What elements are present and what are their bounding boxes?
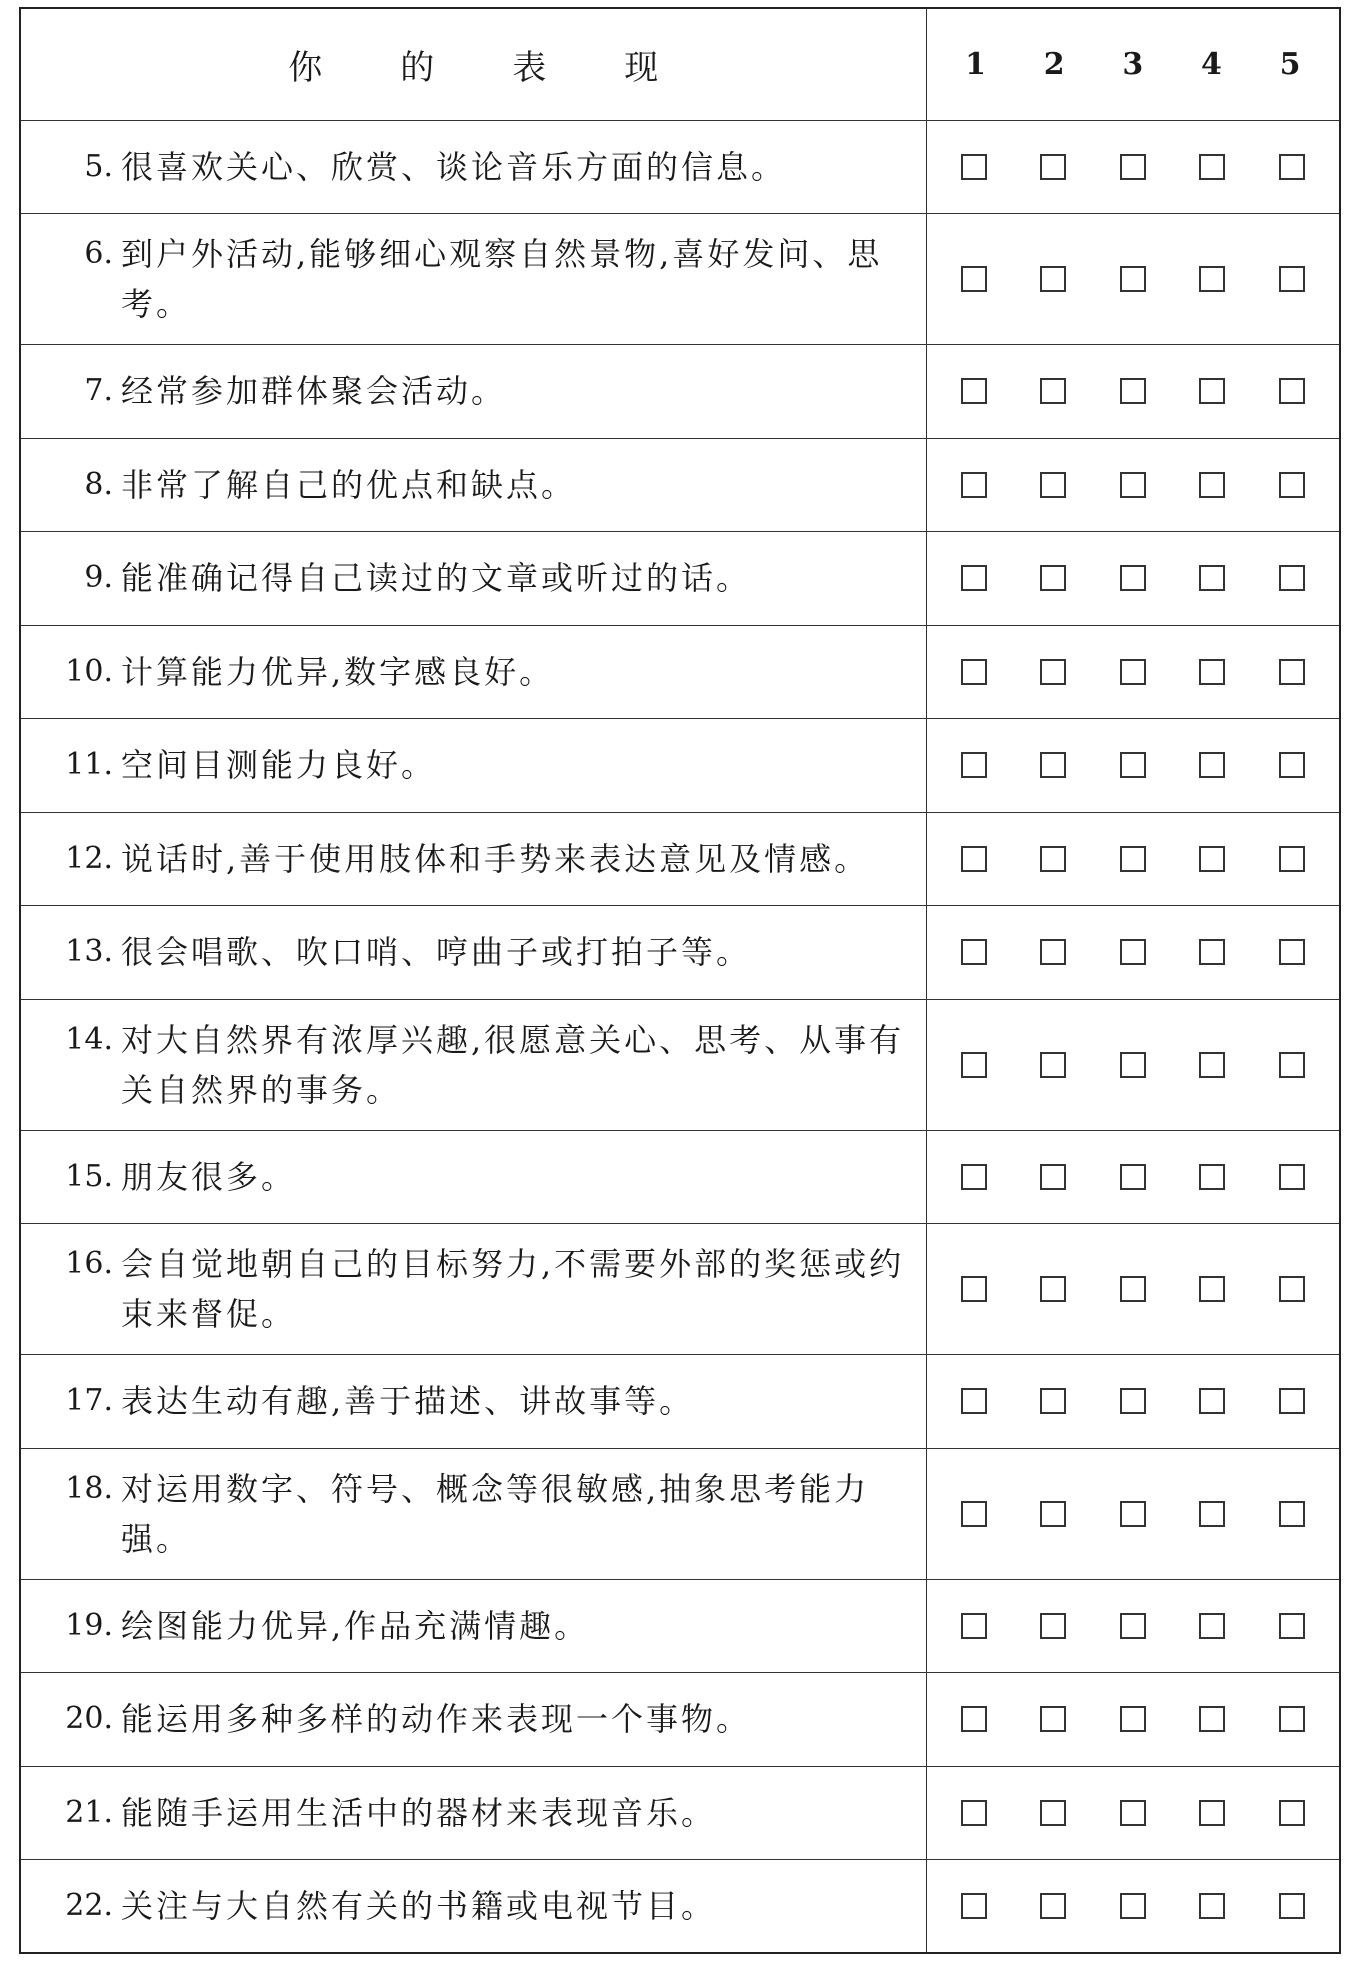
rating-checkbox-2[interactable] [1040,1501,1066,1527]
table-row [20,532,1340,626]
rating-checkbox-1[interactable] [961,1388,987,1414]
rating-checkbox-3[interactable] [1120,1613,1146,1639]
rating-cell [926,345,1340,439]
item-number: 22. [65,1888,113,1923]
statement-cell [20,906,926,1000]
rating-checkbox-2[interactable] [1040,1706,1066,1732]
statement-cell [20,1355,926,1449]
rating-checkbox-1[interactable] [961,1613,987,1639]
item-statement: 表达生动有趣,善于描述、讲故事等。 [121,1382,695,1421]
rating-checkbox-2[interactable] [1040,266,1066,292]
rating-checkbox-2[interactable] [1040,472,1066,498]
rating-checkbox-3[interactable] [1120,154,1146,180]
self-assessment-table [19,7,1341,1954]
scale-number-4: 4 [1200,46,1222,82]
rating-cell [926,1130,1340,1224]
rating-cell [926,532,1340,626]
table-row [20,625,1340,719]
rating-checkbox-4[interactable] [1199,472,1225,498]
item-number: 16. [65,1246,113,1281]
statement-cell [20,999,926,1130]
rating-checkbox-2[interactable] [1040,154,1066,180]
rating-cell [926,438,1340,532]
statement-cell [20,1673,926,1767]
rating-checkbox-4[interactable] [1199,1706,1225,1732]
rating-checkbox-2[interactable] [1040,1893,1066,1919]
rating-checkbox-5[interactable] [1279,659,1305,685]
rating-cell [926,214,1340,345]
rating-checkbox-3[interactable] [1120,1052,1146,1078]
rating-cell [926,1673,1340,1767]
item-number: 20. [65,1701,113,1737]
rating-checkbox-5[interactable] [1279,565,1305,591]
item-statement: 朋友很多。 [121,1157,297,1196]
statement-cell [20,438,926,532]
rating-checkbox-5[interactable] [1279,752,1305,778]
rating-checkbox-1[interactable] [961,1276,987,1302]
rating-checkbox-1[interactable] [961,1706,987,1732]
rating-checkbox-2[interactable] [1040,1276,1066,1302]
rating-cell [926,1766,1340,1860]
rating-checkbox-1[interactable] [961,1052,987,1078]
scale-number-3: 3 [1122,46,1144,82]
rating-cell [926,625,1340,719]
rating-checkbox-3[interactable] [1120,1388,1146,1414]
item-statement: 会自觉地朝自己的目标努力,不需要外部的奖惩或约束来督促。 [121,1245,905,1333]
table-row [20,345,1340,439]
rating-checkbox-5[interactable] [1279,378,1305,404]
rating-checkbox-4[interactable] [1199,1276,1225,1302]
rating-checkbox-3[interactable] [1120,1893,1146,1919]
rating-checkbox-5[interactable] [1279,1052,1305,1078]
statement-cell [20,625,926,719]
item-number: 18. [65,1470,113,1506]
rating-checkbox-5[interactable] [1279,1800,1305,1826]
scale-number-1: 1 [965,46,986,82]
table-row [20,1673,1340,1767]
rating-checkbox-3[interactable] [1120,1706,1146,1732]
rating-checkbox-1[interactable] [961,659,987,685]
statement-cell [20,1766,926,1860]
item-statement: 能准确记得自己读过的文章或听过的话。 [121,559,752,598]
rating-checkbox-1[interactable] [961,154,987,180]
table-row [20,1448,1340,1579]
item-statement: 非常了解自己的优点和缺点。 [121,465,577,504]
item-statement: 绘图能力优异,作品充满情趣。 [121,1606,590,1645]
item-number: 13. [65,934,113,970]
rating-checkbox-2[interactable] [1040,1052,1066,1078]
table-row [20,1766,1340,1860]
item-statement: 对运用数字、符号、概念等很敏感,抽象思考能力强。 [121,1469,870,1558]
statement-cell [20,1224,926,1355]
item-number: 9. [84,560,113,596]
rating-checkbox-2[interactable] [1040,846,1066,872]
table-row [20,719,1340,813]
rating-checkbox-5[interactable] [1279,1388,1305,1414]
rating-checkbox-3[interactable] [1120,472,1146,498]
rating-checkbox-2[interactable] [1040,1388,1066,1414]
rating-checkbox-3[interactable] [1120,659,1146,685]
rating-checkbox-1[interactable] [961,1800,987,1826]
table-row [20,120,1340,214]
rating-checkbox-1[interactable] [961,266,987,292]
scale-header [926,8,1340,120]
rating-cell [926,1860,1340,1954]
rating-checkbox-4[interactable] [1199,378,1225,404]
item-number: 6. [84,236,113,271]
scale-number-2: 2 [1043,46,1065,82]
rating-checkbox-1[interactable] [961,378,987,404]
rating-cell [926,999,1340,1130]
item-statement: 关注与大自然有关的书籍或电视节目。 [121,1887,717,1925]
item-statement: 很会唱歌、吹口哨、哼曲子或打拍子等。 [121,933,752,972]
rating-cell [926,1448,1340,1579]
rating-checkbox-4[interactable] [1199,1800,1225,1826]
rating-checkbox-5[interactable] [1279,1276,1305,1302]
rating-checkbox-3[interactable] [1120,1164,1146,1190]
rating-cell [926,1224,1340,1355]
rating-checkbox-5[interactable] [1279,266,1305,292]
rating-checkbox-1[interactable] [961,939,987,965]
item-statement: 经常参加群体聚会活动。 [121,372,507,411]
rating-checkbox-2[interactable] [1040,1164,1066,1190]
rating-checkbox-3[interactable] [1120,1800,1146,1826]
rating-checkbox-4[interactable] [1199,1052,1225,1078]
rating-cell [926,719,1340,813]
item-number: 15. [65,1158,113,1194]
rating-checkbox-1[interactable] [961,1893,987,1919]
rating-checkbox-4[interactable] [1199,1501,1225,1527]
table-row [20,999,1340,1130]
rating-checkbox-1[interactable] [961,1164,987,1190]
rating-checkbox-2[interactable] [1040,939,1066,965]
rating-checkbox-2[interactable] [1040,1800,1066,1826]
rating-checkbox-4[interactable] [1199,266,1225,292]
statement-cell [20,1448,926,1579]
rating-cell [926,1355,1340,1449]
table-row [20,906,1340,1000]
item-statement: 到户外活动,能够细心观察自然景物,喜好发问、思考。 [121,235,883,323]
rating-checkbox-2[interactable] [1040,659,1066,685]
statement-cell [20,812,926,906]
rating-checkbox-3[interactable] [1120,266,1146,292]
table-row [20,1579,1340,1673]
rating-checkbox-3[interactable] [1120,846,1146,872]
statement-cell [20,1130,926,1224]
rating-checkbox-2[interactable] [1040,378,1066,404]
table-row [20,1355,1340,1449]
item-statement: 计算能力优异,数字感良好。 [121,652,555,691]
statement-cell [20,120,926,214]
rating-cell [926,812,1340,906]
statement-cell [20,719,926,813]
rating-checkbox-5[interactable] [1279,1164,1305,1190]
item-statement: 对大自然界有浓厚兴趣,很愿意关心、思考、从事有关自然界的事务。 [121,1020,905,1109]
rating-checkbox-4[interactable] [1199,846,1225,872]
table-row [20,1860,1340,1954]
scale-number-5: 5 [1279,46,1301,82]
item-statement: 空间目测能力良好。 [121,746,437,785]
item-statement: 能运用多种多样的动作来表现一个事物。 [121,1700,752,1739]
table-row [20,812,1340,906]
item-number: 19. [65,1607,113,1643]
rating-checkbox-4[interactable] [1199,1164,1225,1190]
rating-checkbox-5[interactable] [1279,846,1305,872]
rating-cell [926,906,1340,1000]
rating-checkbox-5[interactable] [1279,472,1305,498]
item-statement: 能随手运用生活中的器材来表现音乐。 [121,1793,717,1832]
statement-cell [20,1579,926,1673]
rating-checkbox-4[interactable] [1199,752,1225,778]
rating-checkbox-3[interactable] [1120,939,1146,965]
item-number: 21. [65,1794,113,1830]
item-number: 14. [65,1021,113,1057]
rating-checkbox-1[interactable] [961,565,987,591]
rating-checkbox-3[interactable] [1120,752,1146,778]
rating-checkbox-2[interactable] [1040,752,1066,778]
item-number: 10. [65,653,113,689]
statement-cell [20,1860,926,1954]
rating-checkbox-5[interactable] [1279,939,1305,965]
rating-checkbox-3[interactable] [1120,1276,1146,1302]
item-number: 11. [65,747,113,783]
rating-checkbox-4[interactable] [1199,154,1225,180]
statement-cell [20,345,926,439]
table-row [20,1130,1340,1224]
rating-checkbox-2[interactable] [1040,565,1066,591]
rating-cell [926,1579,1340,1673]
rating-checkbox-5[interactable] [1279,1706,1305,1732]
table-row [20,1224,1340,1355]
rating-checkbox-5[interactable] [1279,1613,1305,1639]
item-number: 17. [65,1383,113,1419]
rating-checkbox-4[interactable] [1199,659,1225,685]
rating-checkbox-3[interactable] [1120,1501,1146,1527]
statement-cell [20,214,926,345]
table-row [20,438,1340,532]
header-row [20,8,1340,120]
rating-cell [926,120,1340,214]
rating-checkbox-4[interactable] [1199,565,1225,591]
rating-checkbox-1[interactable] [961,472,987,498]
performance-header: 你的表现 [20,8,926,120]
rating-checkbox-2[interactable] [1040,1613,1066,1639]
item-number: 7. [84,373,113,409]
table-row [20,214,1340,345]
item-number: 12. [65,840,113,876]
rating-checkbox-1[interactable] [961,752,987,778]
rating-checkbox-4[interactable] [1199,1388,1225,1414]
rating-checkbox-5[interactable] [1279,1501,1305,1527]
rating-checkbox-5[interactable] [1279,154,1305,180]
rating-checkbox-3[interactable] [1120,378,1146,404]
rating-checkbox-4[interactable] [1199,1893,1225,1919]
rating-checkbox-1[interactable] [961,846,987,872]
item-statement: 很喜欢关心、欣赏、谈论音乐方面的信息。 [121,147,787,186]
statement-cell [20,532,926,626]
rating-checkbox-1[interactable] [961,1501,987,1527]
rating-checkbox-4[interactable] [1199,939,1225,965]
item-statement: 说话时,善于使用肢体和手势来表达意见及情感。 [121,839,870,878]
rating-checkbox-5[interactable] [1279,1893,1305,1919]
rating-checkbox-3[interactable] [1120,565,1146,591]
item-number: 5. [84,148,113,184]
item-number: 8. [84,466,113,502]
rating-checkbox-4[interactable] [1199,1613,1225,1639]
